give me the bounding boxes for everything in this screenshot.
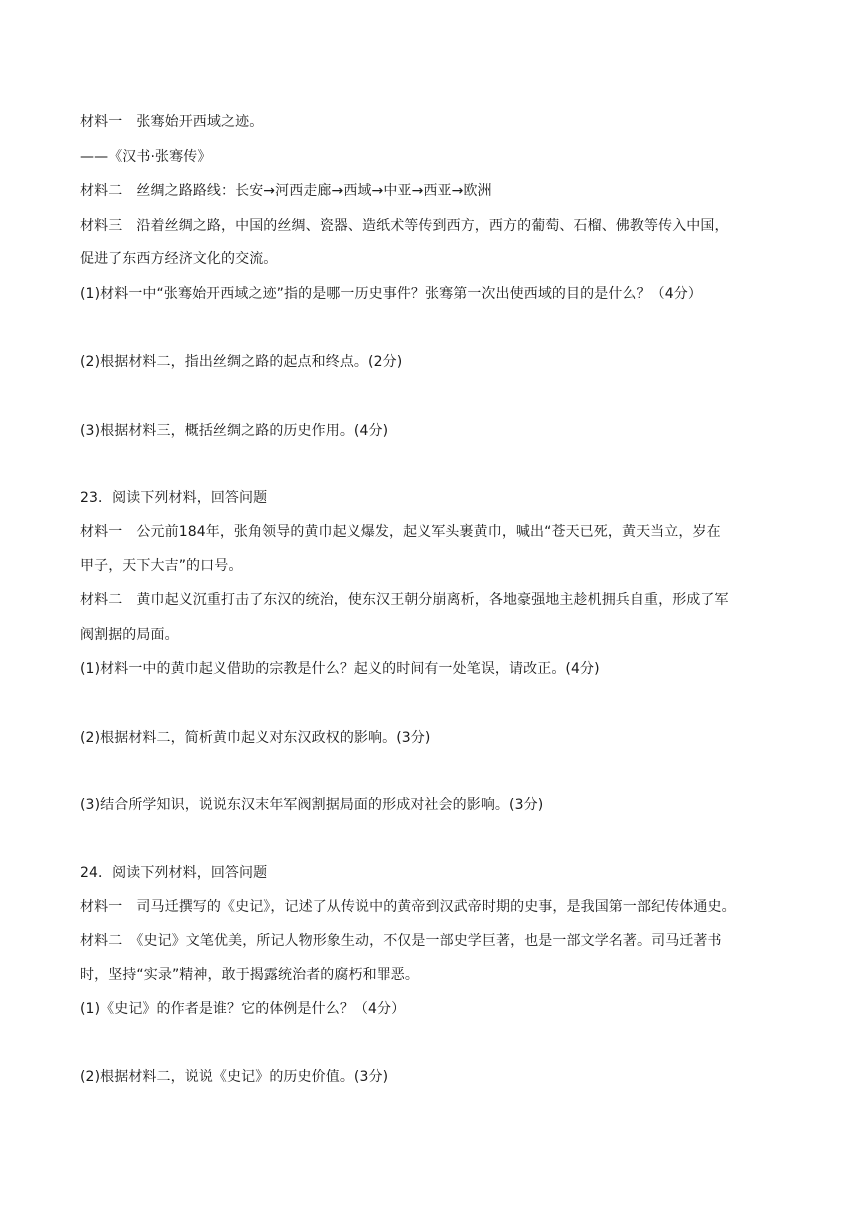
s22-material-3-line-1: 材料三 沿着丝绸之路，中国的丝绸、瓷器、造纸术等传到西方，西方的葡萄、石榴、佛教等传入中国， bbox=[80, 218, 729, 234]
s22-question-1: (1)材料一中“张骞始开西域之迹”指的是哪一历史事件？张骞第一次出使西域的目的是什么？（4分） bbox=[80, 286, 702, 302]
s23-material-2-line-1: 材料二 黄巾起义沉重打击了东汉的统治，使东汉王朝分崩离析，各地豪强地主趁机拥兵自重，形成了军 bbox=[80, 592, 729, 608]
s24-material-2-line-2: 时，坚持“实录”精神，敢于揭露统治者的腐朽和罪恶。 bbox=[80, 967, 420, 983]
s23-material-2-line-2: 阀割据的局面。 bbox=[80, 627, 179, 643]
s22-material-1: 材料一 张骞始开西域之迹。 bbox=[80, 114, 264, 130]
s23-question-1: (1)材料一中的黄巾起义借助的宗教是什么？起义的时间有一处笔误，请改正。(4分) bbox=[80, 661, 600, 677]
s24-question-1: (1)《史记》的作者是谁？它的体例是什么？（4分） bbox=[80, 1001, 406, 1017]
s23-heading: 23．阅读下列材料，回答问题 bbox=[80, 490, 268, 506]
s24-question-2: (2)根据材料二，说说《史记》的历史价值。(3分) bbox=[80, 1069, 389, 1085]
s22-source-1: ——《汉书·张骞传》 bbox=[80, 149, 212, 165]
s22-material-2: 材料二 丝绸之路路线：长安→河西走廊→西域→中亚→西亚→欧洲 bbox=[80, 183, 492, 199]
s24-material-2-line-1: 材料二 《史记》文笔优美，所记人物形象生动，不仅是一部史学巨著，也是一部文学名著。司马迁著书 bbox=[80, 933, 722, 949]
s23-material-1-line-1: 材料一 公元前184年，张角领导的黄巾起义爆发，起义军头裹黄巾，喊出“苍天已死，黄天当立，岁在 bbox=[80, 524, 721, 540]
s24-heading: 24．阅读下列材料，回答问题 bbox=[80, 865, 268, 881]
s23-material-1-line-2: 甲子，天下大吉”的口号。 bbox=[80, 558, 243, 574]
s24-material-1: 材料一 司马迁撰写的《史记》，记述了从传说中的黄帝到汉武帝时期的史事，是我国第一部纪传体通史。 bbox=[80, 899, 736, 915]
s23-question-2: (2)根据材料二，简析黄巾起义对东汉政权的影响。(3分) bbox=[80, 730, 431, 746]
s22-question-2: (2)根据材料二，指出丝绸之路的起点和终点。(2分) bbox=[80, 354, 403, 370]
s23-question-3: (3)结合所学知识，说说东汉末年军阀割据局面的形成对社会的影响。(3分) bbox=[80, 797, 544, 813]
s22-question-3: (3)根据材料三，概括丝绸之路的历史作用。(4分) bbox=[80, 423, 389, 439]
s22-material-3-line-2: 促进了东西方经济文化的交流。 bbox=[80, 251, 278, 267]
